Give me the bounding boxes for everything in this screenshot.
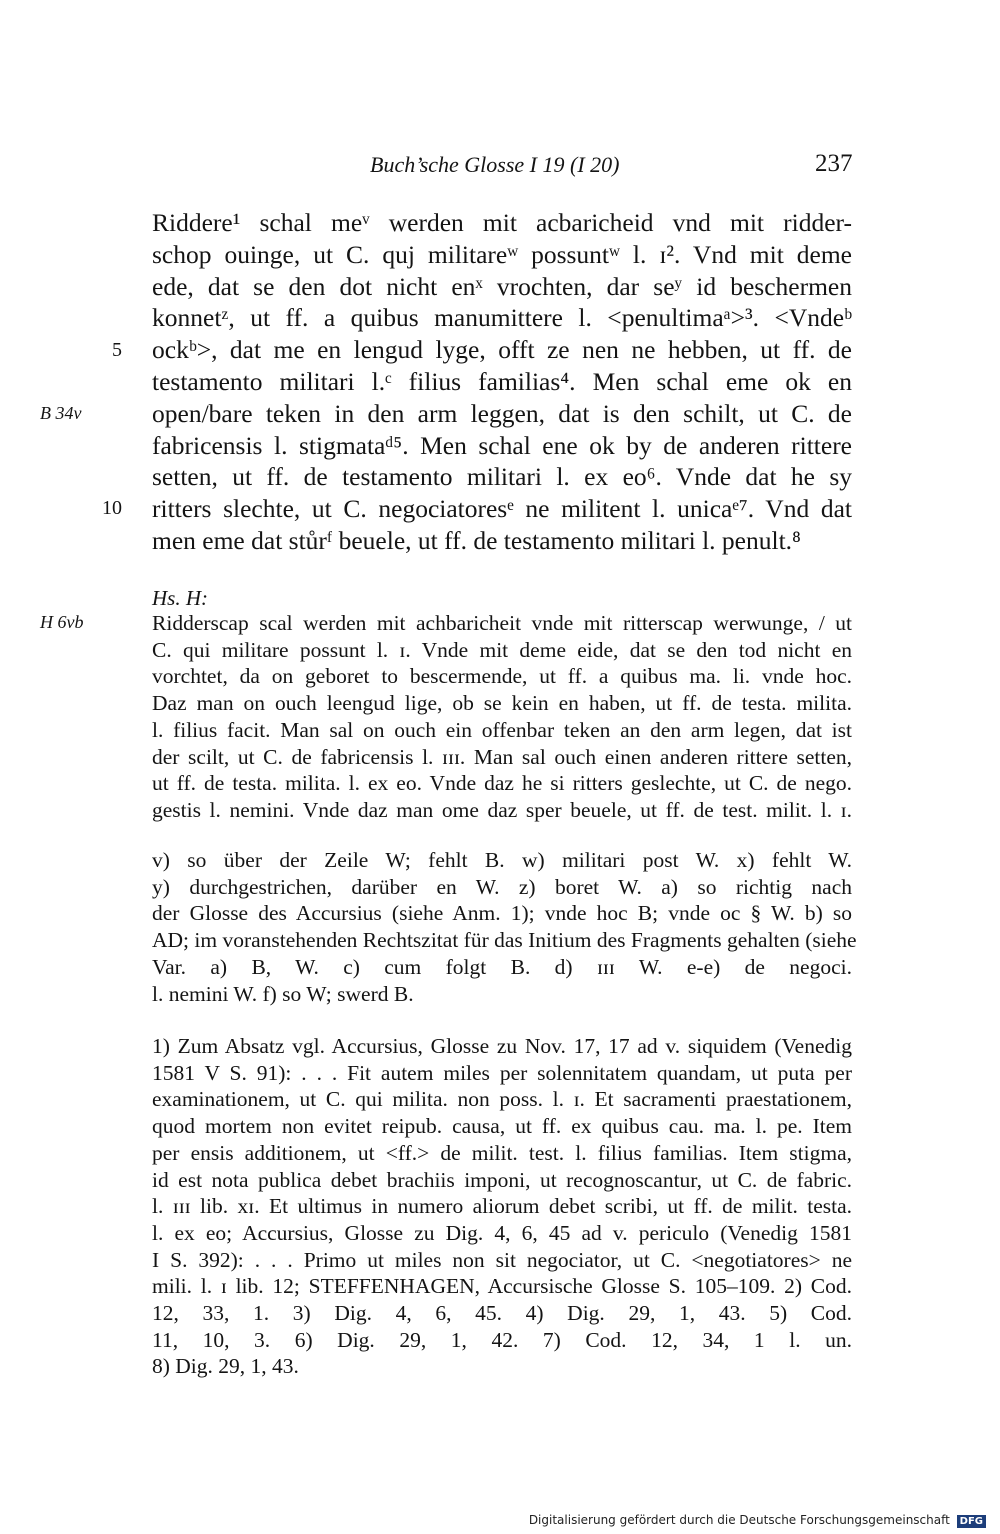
manuscript-line: gestis l. nemini. Vnde daz man ome daz sper beuele, ut ff. de test. milit. l. ɪ. bbox=[152, 797, 852, 822]
main-text bbox=[152, 207, 852, 557]
variant-line: der Glosse des Accursius (siehe Anm. 1); vnde hoc B; vnde oc § W. b) so bbox=[152, 901, 852, 926]
main-text-line: Riddere¹ schal meᵛ werden mit acbaricheid vnd mit ridder- bbox=[152, 208, 852, 237]
footnote-line: 8) Dig. 29, 1, 43. bbox=[152, 1354, 299, 1379]
line-number: 10 bbox=[102, 497, 122, 519]
variant-apparatus bbox=[152, 847, 857, 1007]
main-text-line: setten, ut ff. de testamento militari l. ex eo⁶. Vnde dat he sy bbox=[152, 462, 852, 492]
main-text-line: open/bare teken in den arm leggen, dat is den schilt, ut C. de bbox=[152, 398, 852, 428]
manuscript-line: C. qui militare possunt l. ɪ. Vnde mit deme eide, dat se den tod nicht en bbox=[152, 637, 852, 662]
footnote-line: 12, 33, 1. 3) Dig. 4, 6, 45. 4) Dig. 29, 1, 43. 5) Cod. bbox=[152, 1301, 852, 1326]
main-text-line: fabricensis l. stigmataᵈ⁵. Men schal ene ok by de anderen rittere bbox=[152, 430, 852, 460]
manuscript-line: ut ff. de testa. milita. l. ex eo. Vnde daz he si ritters geslechte, ut C. de nego. bbox=[152, 771, 852, 796]
variant-line: v) so über der Zeile W; fehlt B. w) militari post W. x) fehlt W. bbox=[152, 848, 852, 872]
variant-line: AD; im voranstehenden Rechtszitat für das Initium des Fragments gehalten (siehe bbox=[152, 928, 857, 953]
footnote-line: 1581 V S. 91): . . . Fit autem miles per solennitatem quandam, ut puta per bbox=[152, 1060, 852, 1085]
main-text-line: ockᵇ>, dat me en lengud lyge, offt ze nen ne hebben, ut ff. de bbox=[152, 335, 852, 365]
main-text-line: ede, dat se den dot nicht enˣ vrochten, dar seʸ id beschermen bbox=[152, 271, 852, 301]
footnote-line: quod mortem non evitet reipub. causa, ut ff. ex quibus cau. ma. l. pe. Item bbox=[152, 1114, 852, 1139]
manuscript-text bbox=[152, 610, 852, 824]
manuscript-line: Ridderscap scal werden mit achbaricheit vnde mit ritterscap werwunge, / ut bbox=[152, 611, 852, 635]
main-text-line: konnetᶻ, ut ff. a quibus manumittere l. <penultimaᵃ>³. <Vndeᵇ bbox=[152, 303, 852, 333]
footnote-line: l. ɪɪɪ lib. xɪ. Et ultimus in numero aliorum debet scribi, ut ff. de milit. testa. bbox=[152, 1194, 852, 1219]
footnote-line: l. ex eo; Accursius, Glosse zu Dig. 4, 6, 45 ad v. periculo (Venedig 1581 bbox=[152, 1220, 852, 1245]
manuscript-label: Hs. H: bbox=[152, 586, 208, 610]
footnote-line: 11, 10, 3. 6) Dig. 29, 1, 42. 7) Cod. 12, 34, 1 l. un. bbox=[152, 1327, 852, 1352]
digitization-credit bbox=[529, 1513, 986, 1528]
footnote-line: mili. l. ɪ lib. 12; STEFFENHAGEN, Accursische Glosse S. 105–109. 2) Cod. bbox=[152, 1274, 852, 1299]
footnote-line: per ensis additionem, ut <ff.> de milit. test. l. filius familias. Item stigma, bbox=[152, 1140, 852, 1165]
page-number: 237 bbox=[815, 150, 853, 177]
footnote-line: I S. 392): . . . Primo ut miles non sit negociator, ut C. <negotiatores> ne bbox=[152, 1247, 852, 1272]
manuscript-line: der scilt, ut C. de fabricensis l. ɪɪɪ. Man sal ouch einen anderen rittere setten, bbox=[152, 744, 852, 769]
margin-folio-reference: H 6vb bbox=[40, 612, 84, 632]
main-text-line: ritters slechte, ut C. negociatoresᵉ ne militent l. unicaᵉ⁷. Vnd dat bbox=[152, 494, 852, 524]
variant-line: y) durchgestrichen, darüber en W. z) boret W. a) so richtig nach bbox=[152, 874, 852, 899]
credit-text: Digitalisierung gefördert durch die Deutsche Forschungsgemeinschaft bbox=[528, 1513, 950, 1527]
main-text-line: schop ouinge, ut C. quj militareʷ possuntʷ l. ɪ². Vnd mit deme bbox=[152, 239, 852, 269]
variant-line: Var. a) B, W. c) cum folgt B. d) ɪɪɪ W. e-e) de negoci. bbox=[152, 954, 852, 979]
manuscript-line: vorchtet, da on geboret to bescermende, ut ff. a quibus ma. li. vnde hoc. bbox=[152, 664, 852, 689]
variant-line: l. nemini W. f) so W; swerd B. bbox=[152, 981, 414, 1006]
dfg-logo: DFG bbox=[957, 1515, 986, 1528]
footnote-line: examinationem, ut C. qui milita. non poss. l. ɪ. Et sacramenti praestationem, bbox=[152, 1087, 852, 1112]
margin-folio-reference: B 34v bbox=[40, 403, 82, 423]
manuscript-line: l. filius facit. Man sal on ouch ein offenbar teken an den arm legen, dat ist bbox=[152, 717, 852, 742]
line-number: 5 bbox=[112, 339, 122, 361]
main-text-line: testamento militari l.ᶜ filius familias⁴. Men schal eme ok en bbox=[152, 366, 852, 396]
manuscript-line: Daz man on ouch leengud lige, ob se kein en haben, ut ff. de testa. milita. bbox=[152, 691, 852, 716]
footnote-line: 1) Zum Absatz vgl. Accursius, Glosse zu Nov. 17, 17 ad v. siquidem (Venedig bbox=[152, 1034, 852, 1058]
running-header: Buch’sche Glosse I 19 (I 20) bbox=[370, 152, 620, 177]
footnotes bbox=[152, 1033, 852, 1380]
main-text-line: men eme dat stůrᶠ beuele, ut ff. de testamento militari l. penult.⁸ bbox=[152, 525, 801, 555]
footnote-line: id est nota publica debet brachiis imponi, ut recognoscantur, ut C. de fabric. bbox=[152, 1167, 852, 1192]
